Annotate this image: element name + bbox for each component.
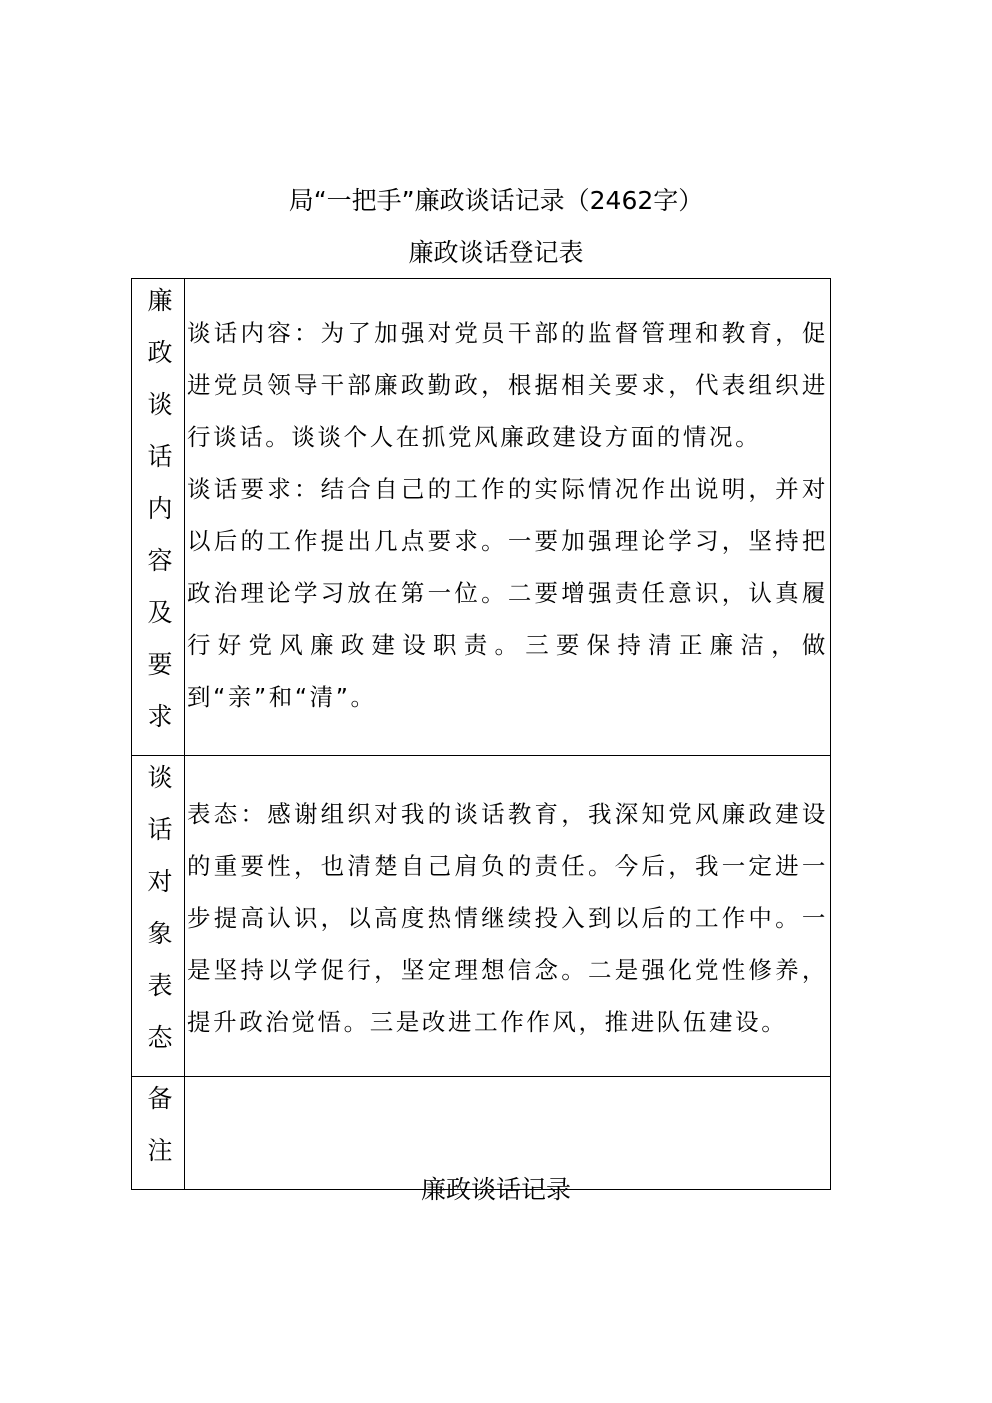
row-content-cell [185,756,831,1077]
row-label-cell [132,756,185,1077]
talk-content-paragraph: 谈话内容：为了加强对党员干部的监督管理和教育，促进党员领导干部廉政勤政，根据相关要求，代表组织进行谈话。谈谈个人在抓党风廉政建设方面的情况。 [187,319,828,451]
row-label-content-requirements: 廉政谈话内容及要求 [144,287,173,755]
row-content-cell [185,279,831,756]
row-label-cell [132,279,185,756]
talk-requirements-paragraph: 谈话要求：结合自己的工作的实际情况作出说明，并对以后的工作提出几点要求。一要加强理论学习，坚持把政治理论学习放在第一位。二要增强责任意识，认真履行好党风廉政建设职责。三要保持清正廉洁，做到“亲”和“清”。 [187,475,828,711]
section-title: 廉政谈话记录 [420,1175,571,1204]
table-title: 廉政谈话登记表 [408,238,584,267]
document-title: 局“一把手”廉政谈话记录（2462字） [288,186,704,215]
table-row [132,756,831,1077]
attitude-paragraph: 表态：感谢组织对我的谈话教育，我深知党风廉政建设的重要性，也清楚自己肩负的责任。今后，我一定进一步提高认识，以高度热情继续投入到以后的工作中。一是坚持以学促行，坚定理想信念。二是强化党性修养，提升政治觉悟。三是改进工作作风，推进队伍建设。 [187,800,828,1036]
table-row [132,279,831,756]
registration-table [131,278,831,1190]
row-label-attitude: 谈话对象表态 [144,764,173,1076]
row-label-remarks: 备注 [144,1085,173,1189]
